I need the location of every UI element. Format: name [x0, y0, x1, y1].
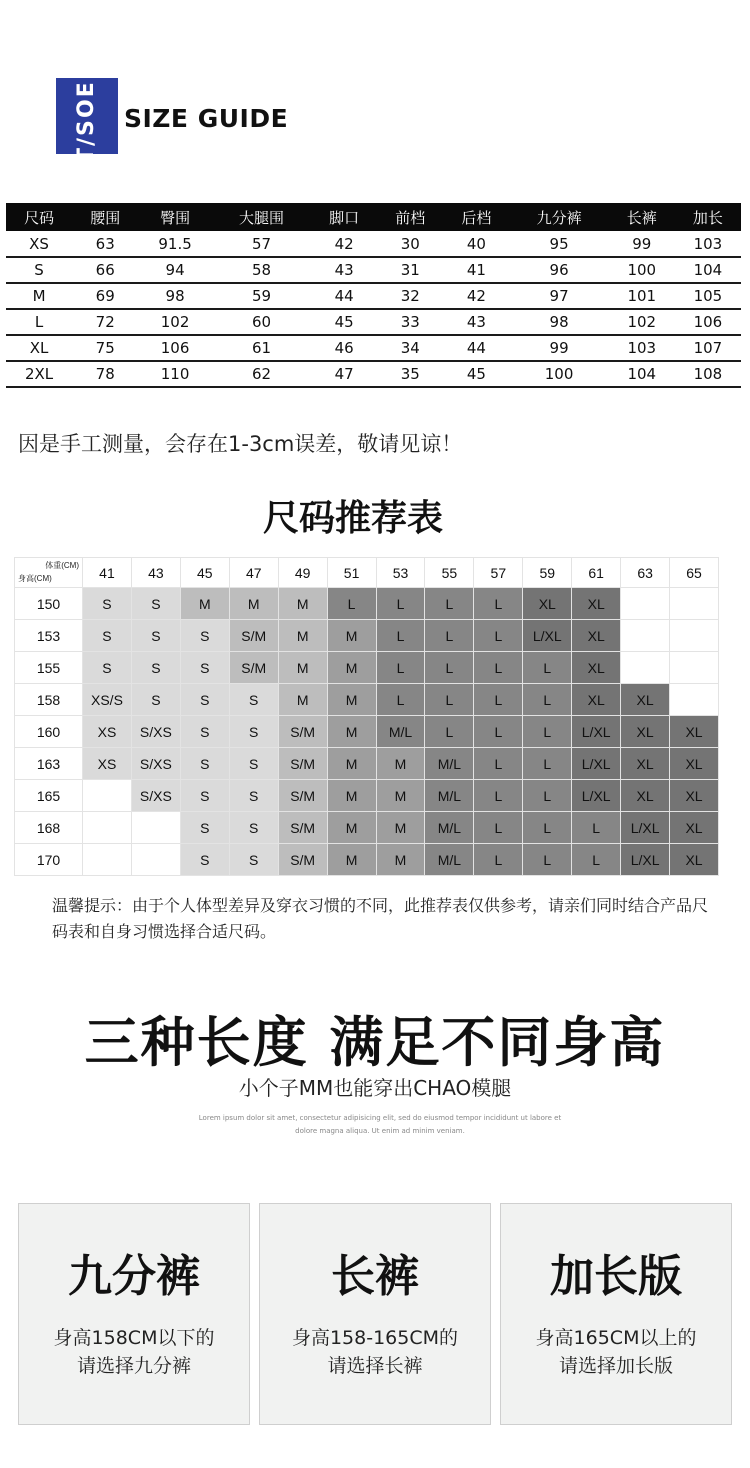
height-header: 155 — [15, 652, 83, 684]
rec-cell: L — [425, 620, 474, 652]
size-table-header — [6, 203, 741, 231]
table-cell: 103 — [609, 335, 675, 361]
table-cell: 102 — [138, 309, 212, 335]
rec-cell: L — [425, 684, 474, 716]
rec-cell: S — [83, 620, 132, 652]
card-desc-line: 请选择长裤 — [327, 1355, 423, 1377]
weight-header: 57 — [474, 558, 523, 588]
rec-cell: XS — [83, 748, 132, 780]
rec-cell — [131, 812, 180, 844]
table-cell: 69 — [72, 283, 138, 309]
rec-cell: L — [523, 844, 572, 876]
rec-cell: S — [83, 588, 132, 620]
card-description — [19, 1324, 249, 1380]
table-row — [6, 283, 741, 309]
weight-header: 53 — [376, 558, 425, 588]
rec-cell: M — [376, 812, 425, 844]
rec-cell: S/XS — [131, 716, 180, 748]
rec-cell: L/XL — [523, 620, 572, 652]
rec-cell: M — [278, 620, 327, 652]
rec-cell: S — [180, 844, 229, 876]
rec-row — [15, 812, 719, 844]
rec-row — [15, 620, 719, 652]
rec-cell: XL — [621, 716, 670, 748]
rec-cell: M/L — [425, 812, 474, 844]
rec-cell: S — [131, 684, 180, 716]
size-table-column-header: 腰围 — [72, 203, 138, 231]
table-cell: 110 — [138, 361, 212, 387]
height-header: 150 — [15, 588, 83, 620]
rec-cell: L — [523, 652, 572, 684]
table-cell: 107 — [675, 335, 741, 361]
card-description — [501, 1324, 731, 1380]
table-cell: 60 — [212, 309, 311, 335]
rec-cell: M — [327, 844, 376, 876]
weight-header: 45 — [180, 558, 229, 588]
table-cell: 106 — [138, 335, 212, 361]
rec-cell: M — [327, 780, 376, 812]
table-cell: M — [6, 283, 72, 309]
rec-cell: S/M — [278, 812, 327, 844]
rec-cell: L — [425, 652, 474, 684]
rec-cell: M — [180, 588, 229, 620]
rec-cell: L — [327, 588, 376, 620]
card-title: 加长版 — [550, 1251, 682, 1302]
card-description — [260, 1324, 490, 1380]
weight-header: 43 — [131, 558, 180, 588]
size-table-column-header: 加长 — [675, 203, 741, 231]
weight-header: 63 — [621, 558, 670, 588]
size-table-body — [6, 231, 741, 387]
size-table-column-header: 长裤 — [609, 203, 675, 231]
rec-cell: M — [376, 748, 425, 780]
tip-text: 温馨提示：由于个人体型差异及穿衣习惯的不同，此推荐表仅供参考，请亲们同时结合产品尺码表和自身习惯选择合适尺码。 — [52, 896, 709, 941]
table-cell: 30 — [377, 231, 443, 257]
table-cell: 94 — [138, 257, 212, 283]
rec-cell — [621, 652, 670, 684]
measurement-note: 因是手工测量，会存在1-3cm误差，敬请见谅！ — [18, 432, 463, 456]
rec-cell: M — [278, 684, 327, 716]
table-cell: 43 — [443, 309, 509, 335]
rec-cell: S — [83, 652, 132, 684]
rec-cell: XL — [572, 588, 621, 620]
size-table-column-header: 九分裤 — [510, 203, 609, 231]
rec-cell: L — [572, 844, 621, 876]
card-desc-line: 身高158-165CM的 — [291, 1327, 459, 1349]
weight-label: 体重(CM) — [45, 561, 79, 570]
card-desc-line: 身高158CM以下的 — [53, 1327, 215, 1349]
rec-cell: M/L — [376, 716, 425, 748]
size-table-column-header: 臀围 — [138, 203, 212, 231]
rec-cell: S/M — [229, 652, 278, 684]
recommendation-title: 尺码推荐表 — [262, 498, 443, 539]
rec-cell: M — [376, 780, 425, 812]
size-table — [6, 203, 741, 388]
rec-cell: XL — [523, 588, 572, 620]
rec-row — [15, 716, 719, 748]
rec-cell: L/XL — [621, 812, 670, 844]
rec-cell: S/M — [278, 780, 327, 812]
rec-cell: L — [376, 652, 425, 684]
rec-cell: S/M — [278, 844, 327, 876]
rec-cell: S — [180, 748, 229, 780]
rec-row — [15, 780, 719, 812]
rec-cell: L/XL — [572, 748, 621, 780]
height-label: 身高(CM) — [18, 574, 52, 583]
height-header: 158 — [15, 684, 83, 716]
table-cell: 95 — [510, 231, 609, 257]
rec-cell: XL — [572, 684, 621, 716]
table-cell: 2XL — [6, 361, 72, 387]
table-cell: 42 — [443, 283, 509, 309]
placeholder-text: Lorem ipsum dolor sit amet, consectetur adipisicing elit, sed do eiusmod tempor incididunt ut labore et dolore magna aliqua. Ut enim ad minim veniam. — [198, 1114, 562, 1135]
rec-cell: L — [523, 780, 572, 812]
size-table-column-header: 大腿围 — [212, 203, 311, 231]
rec-cell: M — [229, 588, 278, 620]
rec-cell: XS — [83, 716, 132, 748]
rec-cell: L — [376, 620, 425, 652]
rec-cell: S — [180, 812, 229, 844]
rec-cell — [83, 812, 132, 844]
rec-cell: XS/S — [83, 684, 132, 716]
table-cell: 62 — [212, 361, 311, 387]
rec-cell: M/L — [425, 844, 474, 876]
card-desc-line: 请选择九分裤 — [76, 1355, 191, 1377]
rec-cell: S — [180, 684, 229, 716]
table-cell: XS — [6, 231, 72, 257]
rec-cell: L — [523, 812, 572, 844]
table-cell: 31 — [377, 257, 443, 283]
table-cell: 45 — [443, 361, 509, 387]
rec-cell: M — [327, 620, 376, 652]
table-cell: 35 — [377, 361, 443, 387]
weight-header: 51 — [327, 558, 376, 588]
rec-cell: M/L — [425, 748, 474, 780]
rec-cell — [670, 652, 719, 684]
rec-cell: S — [180, 620, 229, 652]
rec-cell: L — [523, 748, 572, 780]
rec-cell: S/XS — [131, 748, 180, 780]
rec-row — [15, 652, 719, 684]
rec-cell — [131, 844, 180, 876]
rec-cell: L — [474, 844, 523, 876]
table-cell: L — [6, 309, 72, 335]
rec-cell: XL — [621, 780, 670, 812]
rec-cell: M — [327, 716, 376, 748]
table-cell: 59 — [212, 283, 311, 309]
size-guide-heading: SIZE GUIDE — [124, 104, 289, 133]
weight-header: 47 — [229, 558, 278, 588]
table-cell: 75 — [72, 335, 138, 361]
rec-cell: L — [474, 780, 523, 812]
table-cell: 45 — [311, 309, 377, 335]
table-cell: 100 — [510, 361, 609, 387]
rec-cell: L — [474, 652, 523, 684]
rec-cell: S — [131, 652, 180, 684]
lengths-heading: 三种长度 满足不同身高 — [84, 1011, 666, 1074]
recommendation-grid — [14, 557, 719, 876]
rec-cell: S/M — [278, 716, 327, 748]
brand-logo-text — [60, 68, 114, 164]
rec-cell: L — [474, 684, 523, 716]
rec-cell: XL — [621, 748, 670, 780]
table-row — [6, 335, 741, 361]
rec-cell — [621, 588, 670, 620]
rec-cell: XL — [572, 620, 621, 652]
rec-cell — [621, 620, 670, 652]
rec-cell: S/M — [278, 748, 327, 780]
table-cell: 47 — [311, 361, 377, 387]
card-extra-long — [500, 1203, 732, 1425]
height-header: 165 — [15, 780, 83, 812]
lengths-subheading: 小个子MM也能穿出CHAO模腿 — [238, 1076, 512, 1100]
rec-cell: XL — [572, 652, 621, 684]
height-header: 168 — [15, 812, 83, 844]
table-cell: 98 — [138, 283, 212, 309]
table-row — [6, 257, 741, 283]
weight-header: 59 — [523, 558, 572, 588]
rec-cell: S — [229, 812, 278, 844]
rec-cell: XL — [670, 780, 719, 812]
rec-row — [15, 588, 719, 620]
rec-cell: XL — [670, 716, 719, 748]
table-cell: 41 — [443, 257, 509, 283]
rec-cell: S — [229, 844, 278, 876]
weight-header: 61 — [572, 558, 621, 588]
rec-cell: S — [180, 780, 229, 812]
rec-cell: L — [523, 716, 572, 748]
table-cell: 33 — [377, 309, 443, 335]
table-cell: 108 — [675, 361, 741, 387]
rec-cell: S — [229, 748, 278, 780]
table-cell: 44 — [443, 335, 509, 361]
rec-cell: L — [425, 716, 474, 748]
rec-cell: S/M — [229, 620, 278, 652]
size-table-column-header: 后档 — [443, 203, 509, 231]
rec-cell: M/L — [425, 780, 474, 812]
rec-cell — [83, 844, 132, 876]
table-cell: 91.5 — [138, 231, 212, 257]
rec-cell: S — [229, 684, 278, 716]
card-cropped-pants — [18, 1203, 250, 1425]
rec-cell — [670, 684, 719, 716]
table-cell: 99 — [609, 231, 675, 257]
table-row — [6, 361, 741, 387]
rec-cell: L — [523, 684, 572, 716]
rec-cell — [83, 780, 132, 812]
card-long-pants — [259, 1203, 491, 1425]
rec-cell: XL — [621, 684, 670, 716]
rec-row — [15, 844, 719, 876]
weight-header: 55 — [425, 558, 474, 588]
brand-logo — [56, 68, 118, 164]
rec-cell: L/XL — [572, 780, 621, 812]
table-cell: 98 — [510, 309, 609, 335]
rec-cell: M — [327, 748, 376, 780]
recommendation-table — [14, 557, 719, 876]
rec-cell: M — [327, 812, 376, 844]
weight-header: 49 — [278, 558, 327, 588]
rec-cell: S — [131, 620, 180, 652]
rec-cell: L — [474, 748, 523, 780]
rec-cell: M — [327, 652, 376, 684]
rec-cell: L/XL — [572, 716, 621, 748]
table-cell: 104 — [675, 257, 741, 283]
table-cell: 63 — [72, 231, 138, 257]
rec-cell: XL — [670, 844, 719, 876]
rec-cell: L — [474, 588, 523, 620]
rec-cell: M — [278, 652, 327, 684]
rec-cell: S — [180, 652, 229, 684]
table-cell: 42 — [311, 231, 377, 257]
rec-header-row — [15, 558, 719, 588]
table-cell: S — [6, 257, 72, 283]
table-cell: 104 — [609, 361, 675, 387]
table-cell: 40 — [443, 231, 509, 257]
card-desc-line: 身高165CM以上的 — [535, 1327, 697, 1349]
rec-row — [15, 684, 719, 716]
table-cell: 58 — [212, 257, 311, 283]
rec-cell: XL — [670, 812, 719, 844]
table-cell: 106 — [675, 309, 741, 335]
size-table-column-header: 前档 — [377, 203, 443, 231]
table-cell: 72 — [72, 309, 138, 335]
size-table-column-header: 尺码 — [6, 203, 72, 231]
weight-header: 65 — [670, 558, 719, 588]
rec-corner — [15, 558, 83, 588]
rec-row — [15, 748, 719, 780]
table-cell: 34 — [377, 335, 443, 361]
table-cell: 78 — [72, 361, 138, 387]
table-cell: 102 — [609, 309, 675, 335]
weight-header: 41 — [83, 558, 132, 588]
table-cell: 99 — [510, 335, 609, 361]
rec-cell: S — [229, 716, 278, 748]
rec-cell: L — [474, 620, 523, 652]
rec-cell: M — [327, 684, 376, 716]
rec-cell: L — [376, 684, 425, 716]
rec-cell: S — [180, 716, 229, 748]
rec-cell: S/XS — [131, 780, 180, 812]
size-table-column-header: 脚口 — [311, 203, 377, 231]
rec-cell: L — [474, 812, 523, 844]
table-cell: XL — [6, 335, 72, 361]
table-cell: 32 — [377, 283, 443, 309]
card-desc-line: 请选择加长版 — [558, 1355, 673, 1377]
height-header: 163 — [15, 748, 83, 780]
rec-cell: XL — [670, 748, 719, 780]
table-row — [6, 231, 741, 257]
table-cell: 103 — [675, 231, 741, 257]
rec-cell — [670, 620, 719, 652]
card-title: 九分裤 — [68, 1251, 200, 1302]
table-cell: 43 — [311, 257, 377, 283]
table-cell: 97 — [510, 283, 609, 309]
table-cell: 96 — [510, 257, 609, 283]
rec-cell: L — [376, 588, 425, 620]
table-cell: 46 — [311, 335, 377, 361]
rec-cell — [670, 588, 719, 620]
table-cell: 44 — [311, 283, 377, 309]
table-cell: 101 — [609, 283, 675, 309]
table-cell: 61 — [212, 335, 311, 361]
card-title: 长裤 — [331, 1251, 419, 1302]
rec-cell: L — [474, 716, 523, 748]
height-header: 153 — [15, 620, 83, 652]
logo-line-2: OE! — [74, 68, 99, 119]
table-cell: 100 — [609, 257, 675, 283]
height-header: 160 — [15, 716, 83, 748]
logo-line-1: T/S — [74, 118, 99, 164]
table-cell: 66 — [72, 257, 138, 283]
rec-cell: S — [229, 780, 278, 812]
rec-cell: L — [572, 812, 621, 844]
height-header: 170 — [15, 844, 83, 876]
rec-cell: L — [425, 588, 474, 620]
rec-cell: M — [376, 844, 425, 876]
table-cell: 57 — [212, 231, 311, 257]
rec-cell: M — [278, 588, 327, 620]
table-row — [6, 309, 741, 335]
table-cell: 105 — [675, 283, 741, 309]
rec-cell: L/XL — [621, 844, 670, 876]
rec-cell: S — [131, 588, 180, 620]
